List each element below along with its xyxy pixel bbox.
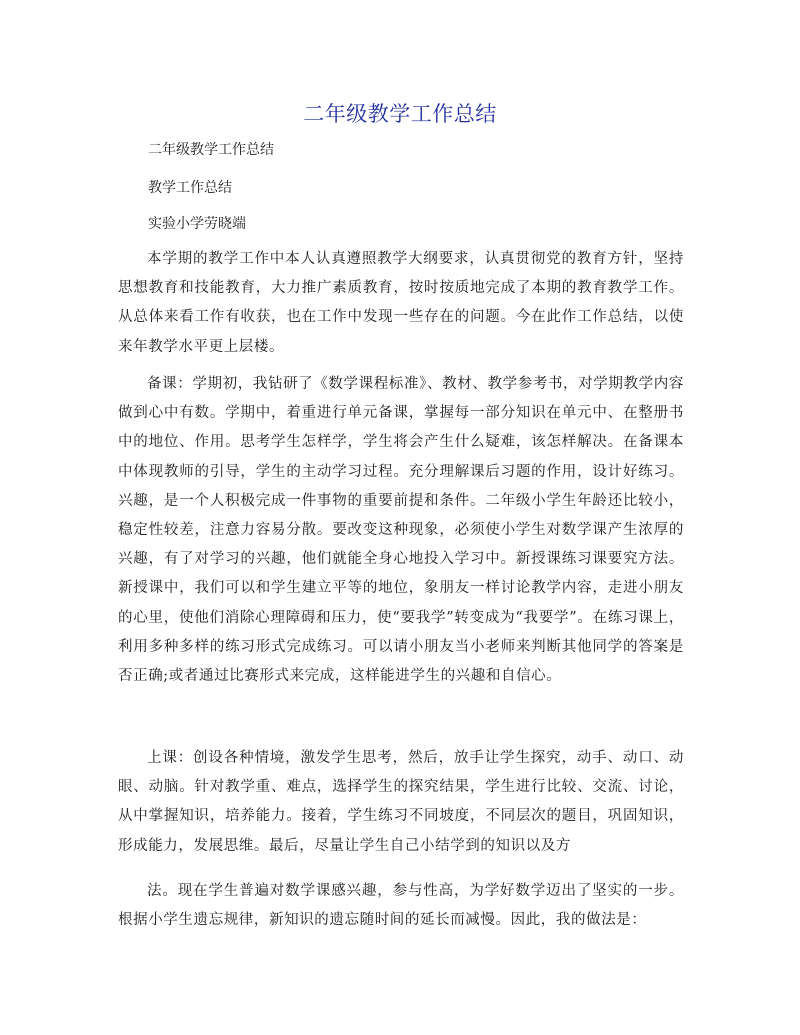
paragraph-lesson-prep: 备课：学期初，我钻研了《数学课程标准》、教材、教学参考书，对学期教学内容做到心中有数。学期中，着重进行单元备课，掌握每一部分知识在单元中、在整册书中的地位、作用。思考学生怎样学，学生将会产生什么疑难，该怎样解决。在备课本中体现教师的引导，学生的主动学习过程。充分理解课后习题的作用，设计好练习。兴趣，是一个人积极完成一件事物的重要前提和条件。二年级小学生年龄还比较小，稳定性较差，注意力容易分散。要改变这种现象，必须使小学生对数学课产生浓厚的兴趣，有了对学习的兴趣，他们就能全身心地投入学习中。新授课练习课要究方法。新授课中，我们可以和学生建立平等的地位，象朋友一样讨论教学内容，走进小朋友的心里，使他们消除心理障碍和压力，使“要我学”转变成为“我要学”。在练习课上，利用多种多样的练习形式完成练习。可以请小朋友当小老师来判断其他同学的答案是否正确;或者通过比赛形式来完成，这样能进学生的兴趣和自信心。 (118, 376, 684, 685)
paragraph-teaching: 上课：创设各种情境，激发学生思考，然后，放手让学生探究，动手、动口、动眼、动脑。针对教学重、难点，选择学生的探究结果，学生进行比较、交流、讨论，从中掌握知识，培养能力。接着，学生练习不同坡度，不同层次的题目，巩固知识，形成能力，发展思维。最后，尽量让学生自己小结学到的知识以及方 (118, 750, 684, 854)
document-subtitle: 二年级教学工作总结 (148, 142, 274, 158)
paragraph-intro: 本学期的教学工作中本人认真遵照教学大纲要求，认真贯彻党的教育方针，坚持思想教育和技能教育，大力推广素质教育，按时按质地完成了本期的教育教学工作。从总体来看工作有收获，也在工作中发现一些存在的问题。今在此作工作总结，以使来年教学水平更上层楼。 (118, 251, 684, 355)
paragraph-method: 法。现在学生普遍对数学课感兴趣，参与性高，为学好数学迈出了坚实的一步。根据小学生遗忘规律，新知识的遗忘随时间的延长而减慢。因此，我的做法是： (118, 883, 684, 929)
author-line: 实验小学劳晓端 (148, 216, 246, 232)
document-title: 二年级教学工作总结 (303, 102, 497, 126)
section-heading: 教学工作总结 (148, 180, 232, 196)
